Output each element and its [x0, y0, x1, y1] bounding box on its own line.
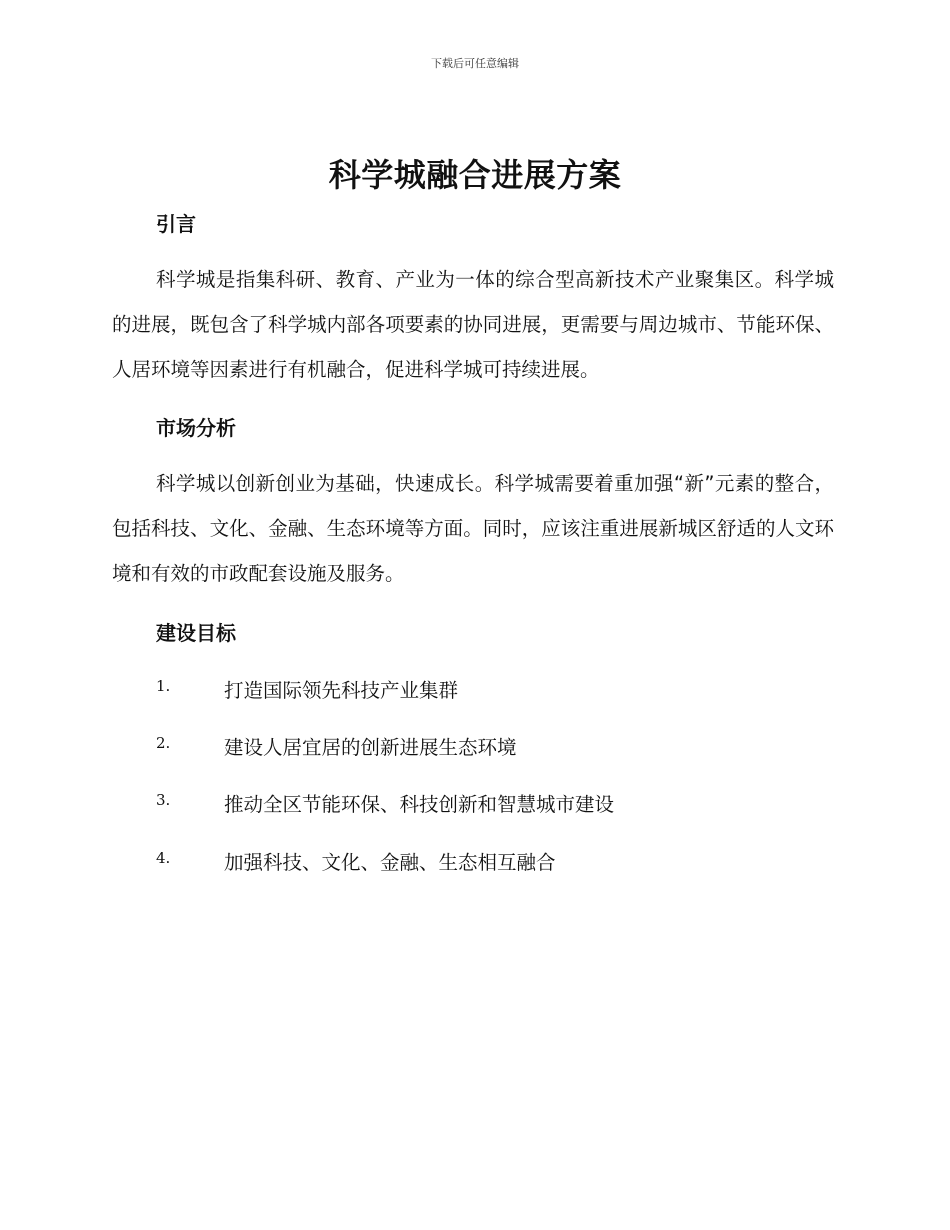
- section-heading-market: 市场分析: [156, 416, 236, 440]
- list-item-number: 1.: [156, 677, 171, 695]
- list-item: [156, 789, 856, 819]
- list-item-text: 打造国际领先科技产业集群: [224, 679, 459, 702]
- list-item-text: 加强科技、文化、金融、生态相互融合: [224, 851, 556, 874]
- list-item-number: 3.: [156, 791, 171, 809]
- market-paragraph: 科学城以创新创业为基础，快速成长。科学城需要着重加强“新”元素的整合，包括科技、文化、金融、生态环境等方面。同时，应该注重进展新城区舒适的人文环境和有效的市政配套设施及服务。: [112, 472, 834, 585]
- list-item-text: 建设人居宜居的创新进展生态环境: [224, 736, 517, 759]
- document-title: 科学城融合进展方案: [328, 156, 622, 194]
- header-note: 下载后可任意编辑: [431, 57, 519, 70]
- list-item-number: 2.: [156, 734, 171, 752]
- list-item-number: 4.: [156, 849, 171, 867]
- list-item: [156, 732, 856, 762]
- list-item: [156, 847, 856, 877]
- intro-paragraph: 科学城是指集科研、教育、产业为一体的综合型高新技术产业聚集区。科学城的进展，既包含了科学城内部各项要素的协同进展，更需要与周边城市、节能环保、人居环境等因素进行有机融合，促进科学城可持续进展。: [112, 268, 834, 381]
- section-heading-intro: 引言: [156, 212, 196, 236]
- section-heading-goals: 建设目标: [156, 621, 236, 645]
- list-item: [156, 675, 856, 705]
- list-item-text: 推动全区节能环保、科技创新和智慧城市建设: [224, 793, 615, 816]
